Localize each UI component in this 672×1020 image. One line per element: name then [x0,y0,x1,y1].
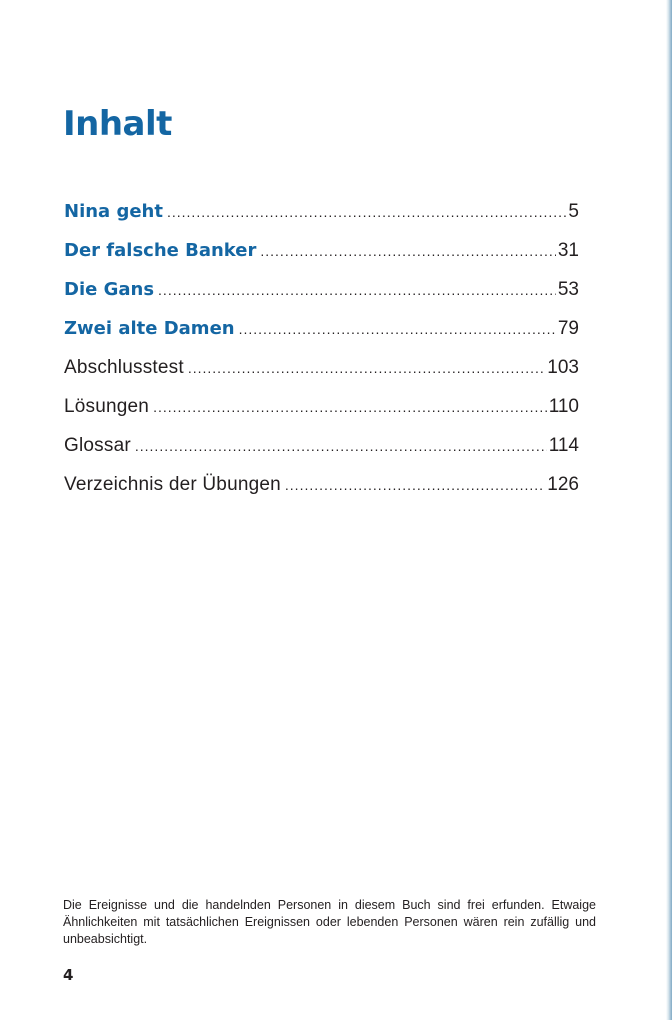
toc-entry-verzeichnis-der-uebungen[interactable] [64,465,579,504]
toc-entry-title: Verzeichnis der Übungen [64,474,281,495]
toc-entry-title: Abschlusstest [64,357,184,378]
dot-leader [153,388,547,427]
dot-leader [188,349,545,388]
page-edge-strip [666,0,672,1020]
toc-entry-loesungen[interactable] [64,387,579,426]
toc-entry-title: Nina geht [64,201,163,222]
disclaimer-text: Die Ereignisse und die handelnden Personen in diesem Buch sind frei erfunden. Etwaige Ähnlichkeiten mit tatsächlichen Ereignissen oder lebenden Personen wären rein zufällig und unbeabsichtigt. [63,898,596,946]
toc-entry-glossar[interactable] [64,426,579,465]
toc-entry-page: 53 [557,279,579,300]
dot-leader [167,193,566,232]
toc-entry-zwei-alte-damen[interactable] [64,309,579,348]
page-title: Inhalt [63,104,172,144]
dot-leader [285,466,545,505]
dot-leader [158,271,556,310]
toc-entry-die-gans[interactable] [64,270,579,309]
toc-entry-nina-geht[interactable] [64,192,579,231]
dot-leader [135,427,547,466]
toc-entry-page: 110 [548,396,579,417]
table-of-contents [64,192,579,504]
dot-leader [260,232,555,271]
toc-entry-page: 103 [547,357,579,378]
dot-leader [239,310,556,349]
toc-entry-page: 79 [557,318,579,339]
toc-entry-title: Die Gans [64,279,155,300]
toc-entry-page: 114 [548,435,579,456]
toc-entry-title: Lösungen [64,396,150,417]
page-number: 4 [63,966,74,984]
toc-entry-title: Der falsche Banker [64,240,257,261]
toc-entry-page: 5 [568,201,579,222]
toc-entry-title: Glossar [64,435,131,456]
toc-entry-page: 126 [547,474,579,495]
toc-entry-title: Zwei alte Damen [64,318,235,339]
toc-entry-der-falsche-banker[interactable] [64,231,579,270]
toc-entry-abschlusstest[interactable] [64,348,579,387]
toc-entry-page: 31 [557,240,579,261]
